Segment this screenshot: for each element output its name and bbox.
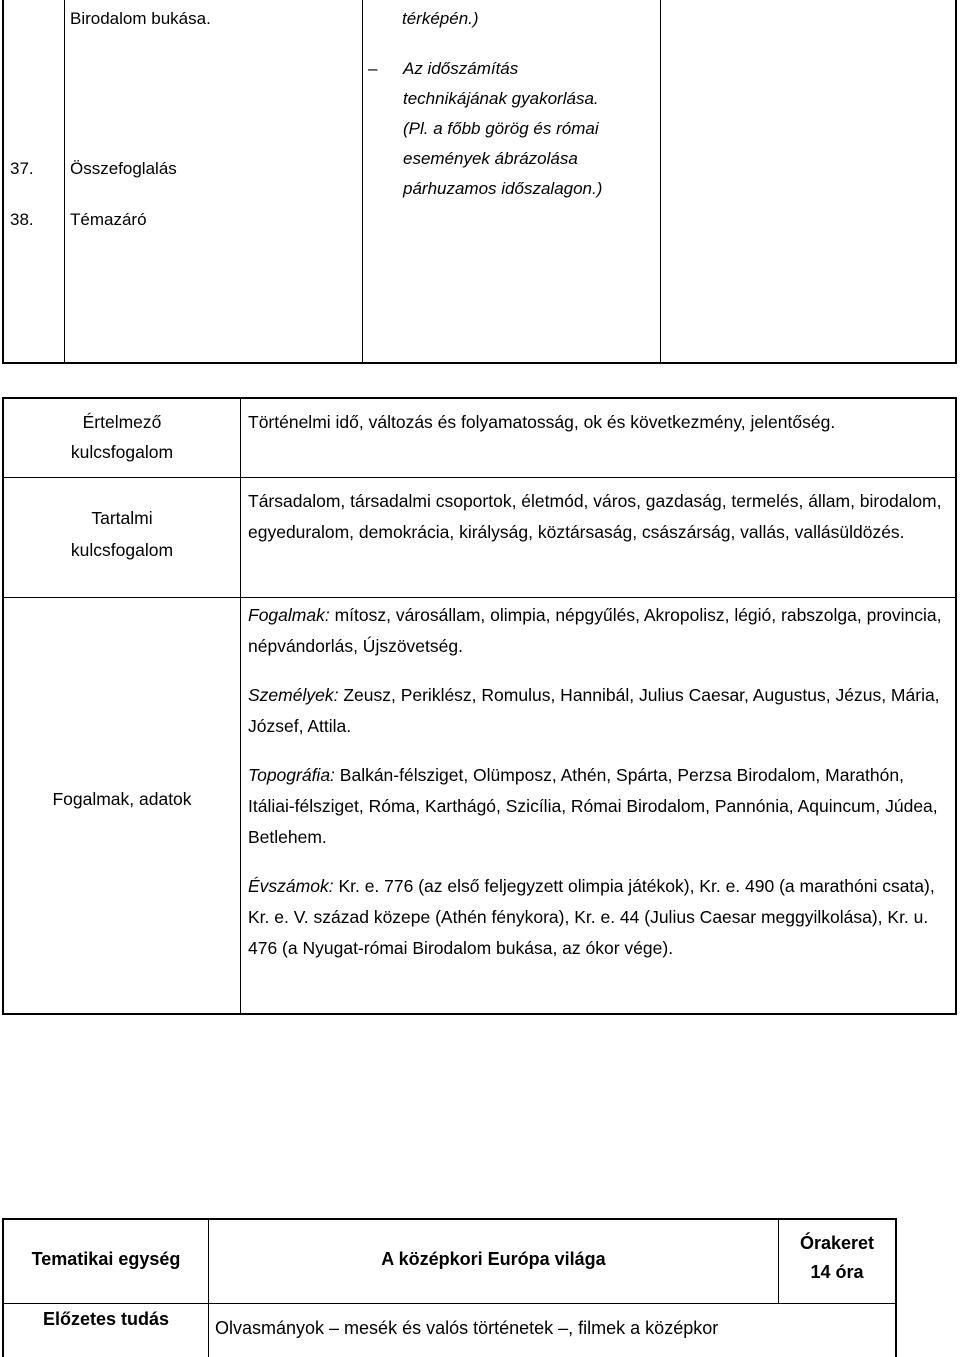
elozetes-tudas-label: Előzetes tudás — [42, 1309, 170, 1329]
fogalmak-text: mítosz, városállam, olimpia, népgyűlés, Akropolisz, légió, rabszolga, provincia, népvándorlás, Újszövetség. — [248, 605, 942, 656]
lesson-number-37: 37. — [10, 159, 34, 178]
szemelyek-prefix: Személyek: — [248, 685, 339, 705]
szemelyek-paragraph — [248, 680, 948, 742]
evszamok-paragraph — [248, 871, 948, 964]
topic-birodalom-bukasa: Birodalom bukása. — [70, 9, 211, 28]
fogalmak-prefix: Fogalmak: — [248, 605, 330, 625]
activity-line-5: párhuzamos időszalagon.) — [403, 179, 603, 198]
activity-line-2: technikájának gyakorlása. — [403, 89, 599, 108]
orakeret-label: Órakeret — [799, 1233, 875, 1253]
unit-title: A középkori Európa világa — [381, 1249, 606, 1269]
lesson-title-osszefoglalas: Összefoglalás — [70, 159, 177, 178]
orakeret-value: 14 óra — [810, 1262, 864, 1282]
evszamok-prefix: Évszámok: — [248, 876, 334, 896]
topografia-prefix: Topográfia: — [248, 765, 335, 785]
tartalmi-kulcsfogalom-text: Társadalom, társadalmi csoportok, életmód, város, gazdaság, termelés, állam, birodalom, egyeduralom, demokrácia, királyság, köztársaság, császárság, vallás, vallásüldözés. — [248, 491, 942, 542]
lesson-number-38: 38. — [10, 210, 34, 229]
fogalmak-paragraph — [248, 600, 948, 662]
activity-line-3: (Pl. a főbb görög és római — [403, 119, 599, 138]
ertelmezo-kulcsfogalom-label: Értelmező kulcsfogalom — [70, 412, 174, 462]
topografia-paragraph — [248, 760, 948, 853]
evszamok-text: Kr. e. 776 (az első feljegyzett olimpia játékok), Kr. e. 490 (a marathóni csata), Kr. e. V. század közepe (Athén fénykora), Kr. e. 44 (Julius Caesar meggyilkolása), Kr. u. 476 (a Nyugat-római Birodalom bukása, az ókor vége). — [248, 876, 935, 958]
activity-line-4: események ábrázolása — [403, 149, 578, 168]
ertelmezo-kulcsfogalom-text: Történelmi idő, változás és folyamatosság, ok és következmény, jelentőség. — [248, 412, 836, 432]
tartalmi-kulcsfogalom-label: Tartalmi kulcsfogalom — [70, 508, 174, 560]
tematikai-egyseg-label: Tematikai egység — [31, 1249, 181, 1269]
activity-line-1: Az időszámítás — [403, 59, 519, 78]
activity-terkepen: térképén.) — [402, 9, 479, 28]
elozetes-tudas-text: Olvasmányok – mesék és valós történetek –, filmek a középkor — [215, 1318, 719, 1338]
topografia-text: Balkán-félsziget, Olümposz, Athén, Spárta, Perzsa Birodalom, Marathón, Itáliai-félsziget, Róma, Karthágó, Szicília, Római Birodalom, Pannónia, Aquincum, Júdea, Betlehem. — [248, 765, 938, 847]
szemelyek-text: Zeusz, Periklész, Romulus, Hannibál, Julius Caesar, Augustus, Jézus, Mária, József, Attila. — [248, 685, 940, 736]
dash-marker: – — [368, 59, 378, 78]
fogalmak-adatok-label: Fogalmak, adatok — [52, 789, 192, 809]
lesson-title-temazaro: Témazáró — [70, 210, 147, 229]
